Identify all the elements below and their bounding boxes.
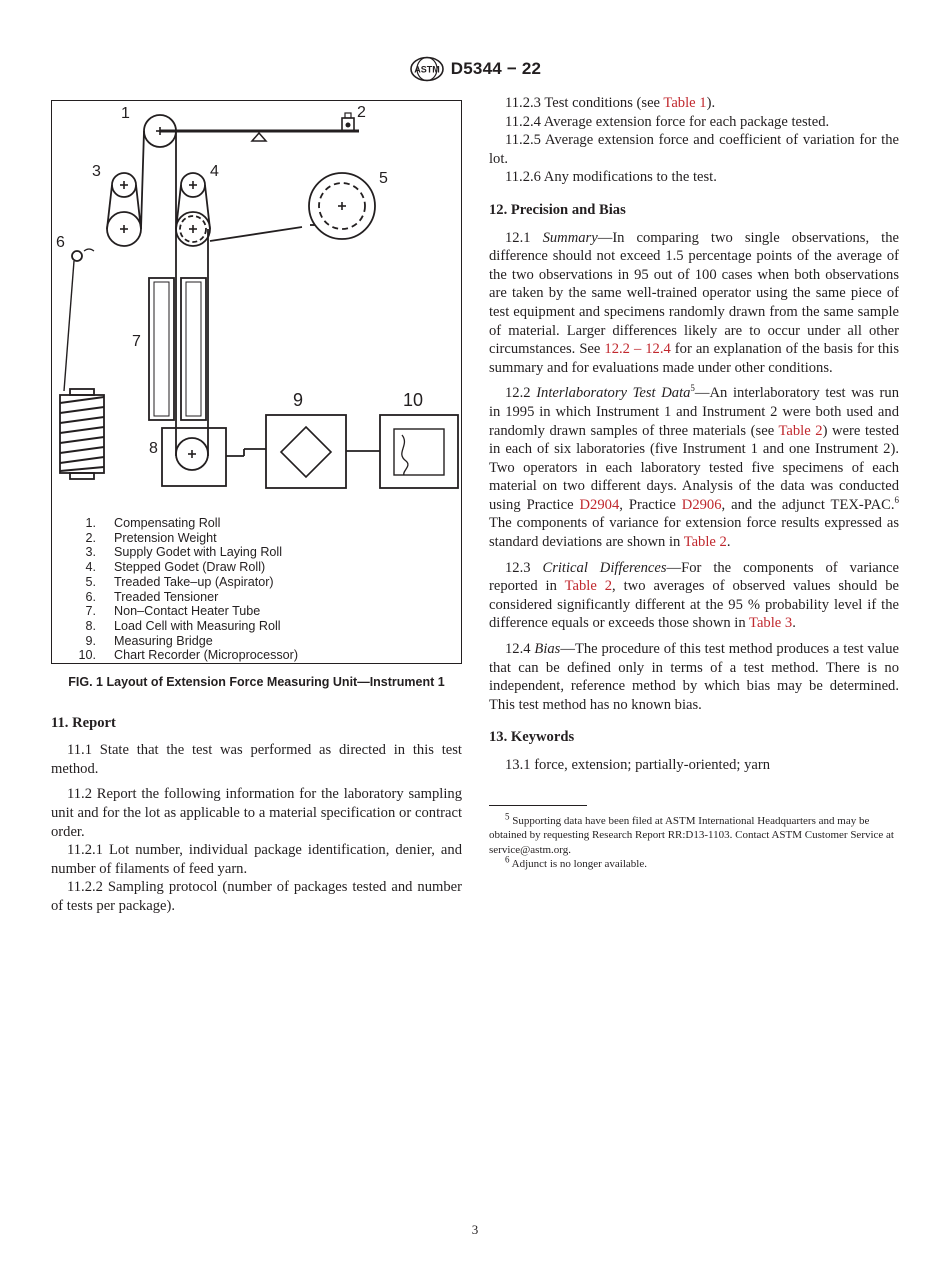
page-header bbox=[0, 56, 950, 87]
diagram-label-10: 10 bbox=[403, 390, 424, 410]
section-range-link[interactable]: 12.2 – 12.4 bbox=[604, 341, 671, 358]
diagram-label-2: 2 bbox=[357, 104, 366, 121]
legend-item: 3. Supply Godet with Laying Roll bbox=[85, 545, 283, 560]
legend-item: 1. Compensating Roll bbox=[85, 516, 221, 530]
para-13-1: 13.1 force, extension; partially-oriented; yarn bbox=[505, 757, 771, 773]
legend-item: 10. Chart Recorder (Microprocessor) bbox=[78, 648, 299, 663]
diagram-label-4: 4 bbox=[210, 163, 219, 180]
legend-item: 2. Pretension Weight bbox=[85, 530, 217, 545]
para-11-2-4: 11.2.4 Average extension force for each package tested. bbox=[505, 113, 830, 130]
diagram-label-6: 6 bbox=[56, 234, 65, 251]
table-2-link[interactable]: Table 2 bbox=[564, 578, 613, 595]
package-hatch-icon bbox=[60, 397, 104, 471]
standard-designation: D5344 − 22 bbox=[450, 59, 542, 78]
table-1-link[interactable]: Table 1 bbox=[663, 95, 707, 111]
page-number: 3 bbox=[471, 1222, 479, 1237]
footnote-divider bbox=[489, 805, 587, 806]
para-11-2-5: 11.2.5 Average extension force and coefficient of variation for the lot. bbox=[489, 132, 899, 167]
section-13-heading: 13. Keywords bbox=[489, 729, 575, 746]
right-column bbox=[489, 94, 899, 872]
diagram-label-9: 9 bbox=[293, 390, 304, 410]
figure-1 bbox=[51, 100, 462, 664]
footnote-5: $^5$ Supporting data have been filed at ASTM International Headquarters and may be obtained by requesting Research Report RR:D13-1103. Contact ASTM Customer Service at service@astm.org. bbox=[489, 810, 894, 856]
section-12-heading: 12. Precision and Bias bbox=[489, 201, 626, 218]
para-12-1: 12.1 Summary—In comparing two single observations, the difference should not exceed 1.5 percentage points of the average of the two observations in 95 out of 100 cases when both observations are taken by the same well-trained operator using the same piece of test equipment and specimens randomly drawn from the same sample of material. Larger differences likely are to occur under all other circumstances. See 12.2 – 12.4 for an explanation of the basis for this summary and for evaluations made under other conditions. bbox=[489, 229, 899, 376]
legend-item: 8. Load Cell with Measuring Roll bbox=[85, 618, 281, 633]
logo-text: ASTM bbox=[414, 64, 440, 75]
para-11-2-2: 11.2.2 Sampling protocol (number of packages tested and number of tests per package). bbox=[51, 879, 462, 914]
legend-item: 5. Treaded Take–up (Aspirator) bbox=[85, 574, 274, 589]
table-2-link[interactable]: Table 2 bbox=[683, 534, 727, 551]
diagram-label-5: 5 bbox=[379, 170, 388, 187]
d2904-link[interactable]: D2904 bbox=[579, 496, 620, 513]
d2906-link[interactable]: D2906 bbox=[681, 496, 722, 513]
para-11-2: 11.2 Report the following information for the laboratory sampling unit and for the lot as applicable to a material specification or contract order. bbox=[51, 786, 462, 840]
para-12-3: 12.3 Critical Differences—For the components of variance reported in Table 2, two averages of observed values should be considered significantly different at the 95 % probability level if the difference equals or exceeds those shown in Table 3. bbox=[489, 559, 900, 632]
diagram-label-1: 1 bbox=[121, 105, 130, 122]
diagram-label-8: 8 bbox=[149, 440, 158, 457]
para-11-2-1: 11.2.1 Lot number, individual package identification, denier, and number of filaments of feed yarn. bbox=[51, 842, 462, 877]
para-12-4: 12.4 Bias—The procedure of this test method produces a test value that can be defined only in terms of a test method. There is no independent, reference method by which bias may be determined. This test method has no known bias. bbox=[489, 641, 899, 713]
left-column bbox=[51, 100, 462, 916]
para-12-2: 12.2 Interlaboratory Test Data$^5$—An interlaboratory test was run in 1995 in which Instrument 1 and Instrument 2 were both used and randomly drawn samples of three materials (see Table 2) were tested in each of six laboratories (five Instrument 1 and one Instrument 2). Two operators in each laboratory tested five specimens of each material on two different days. Analysis of the data was conducted using Practice D2904, Practice D2906, and the adjunct TEX-PAC.$^6$ The components of variance for extension force results expressed as standard deviations are shown in Table 2. bbox=[489, 383, 899, 551]
figure-legend bbox=[70, 516, 298, 663]
table-2-link[interactable]: Table 2 bbox=[778, 422, 823, 439]
para-11-2-3: 11.2.3 Test conditions (see Table 1). bbox=[505, 95, 716, 111]
para-11-1: 11.1 State that the test was performed as directed in this test method. bbox=[51, 742, 462, 777]
figure-caption: FIG. 1 Layout of Extension Force Measuring Unit—Instrument 1 bbox=[68, 675, 445, 689]
legend-item: 7. Non–Contact Heater Tube bbox=[85, 604, 261, 619]
legend-item: 9. Measuring Bridge bbox=[85, 633, 213, 648]
para-11-2-6: 11.2.6 Any modifications to the test. bbox=[505, 169, 717, 186]
section-11-heading: 11. Report bbox=[51, 714, 116, 731]
footnote-6: $^6$ Adjunct is no longer available. bbox=[505, 854, 647, 871]
table-3-link[interactable]: Table 3 bbox=[749, 615, 793, 632]
legend-item: 4. Stepped Godet (Draw Roll) bbox=[85, 560, 266, 575]
legend-item: 6. Treaded Tensioner bbox=[85, 589, 219, 604]
diagram-label-3: 3 bbox=[92, 163, 101, 180]
diagram-label-7: 7 bbox=[132, 333, 141, 350]
astm-logo-icon bbox=[409, 56, 445, 82]
